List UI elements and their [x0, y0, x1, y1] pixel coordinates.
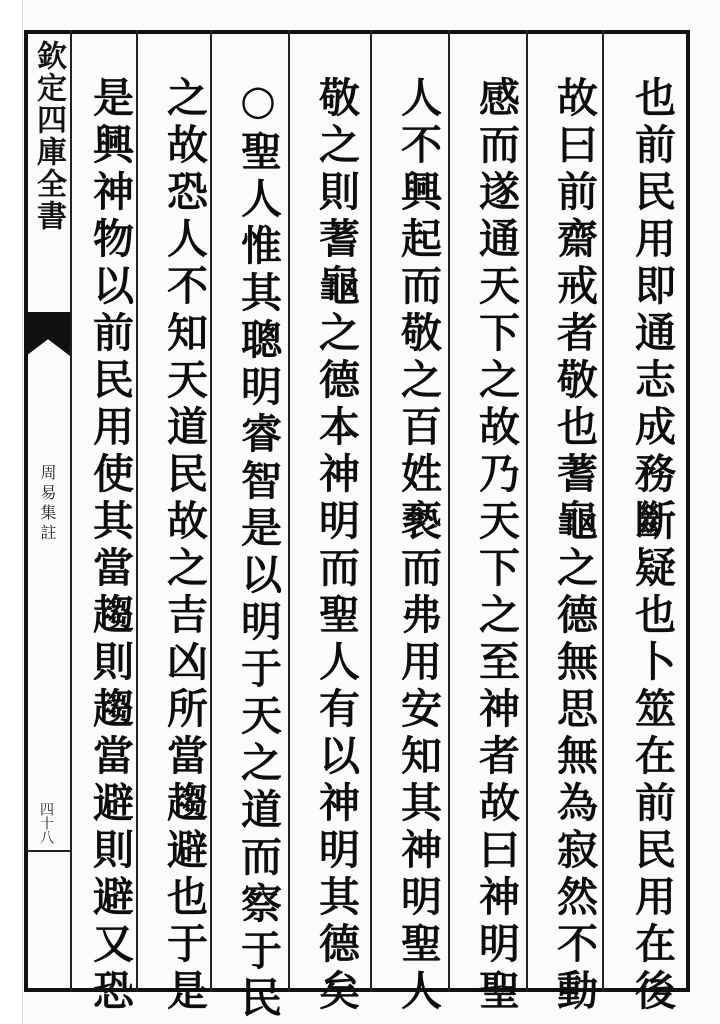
- column-text: 人不興起而敬之百姓褻而弗用安知其神明聖人: [394, 76, 442, 1016]
- text-column-3: [460, 76, 532, 1016]
- text-column-5: [300, 76, 372, 1016]
- column-rule: [70, 30, 72, 992]
- margin-column: [26, 34, 70, 988]
- column-text: 感而遂通天下之故乃天下之至神者故曰神明聖: [472, 76, 520, 1016]
- page-edge: [0, 0, 23, 1024]
- column-text: ○聖人惟其聰明睿智是以明于天之道而察于民: [234, 76, 282, 1023]
- column-text: 故曰前齋戒者敬也蓍龜之德無思無為寂然不動: [550, 76, 598, 1016]
- column-text: 之故恐人不知天道民故之吉凶所當趨避也于是: [160, 76, 208, 1016]
- column-text: 敬之則蓍龜之德本神明而聖人有以神明其德矣: [312, 76, 360, 1016]
- text-column-7: [148, 76, 220, 1016]
- text-column-4: [382, 76, 454, 1016]
- margin-divider: [26, 850, 70, 852]
- page-number: 四十八: [38, 802, 54, 844]
- column-text: 是興神物以前民用使其當趨則趨當避則避又恐: [86, 76, 134, 1016]
- text-column-6: [222, 76, 294, 1023]
- column-text: 也前民用即通志成務斷疑也卜筮在前民用在後: [628, 76, 676, 1016]
- text-column-1: [616, 76, 688, 1016]
- section-title: 周易集註: [38, 464, 57, 544]
- text-column-2: [538, 76, 610, 1016]
- fishtail-mark: [26, 312, 70, 356]
- text-column-8: [74, 76, 146, 1016]
- book-title: 欽定四庫全書: [31, 40, 66, 232]
